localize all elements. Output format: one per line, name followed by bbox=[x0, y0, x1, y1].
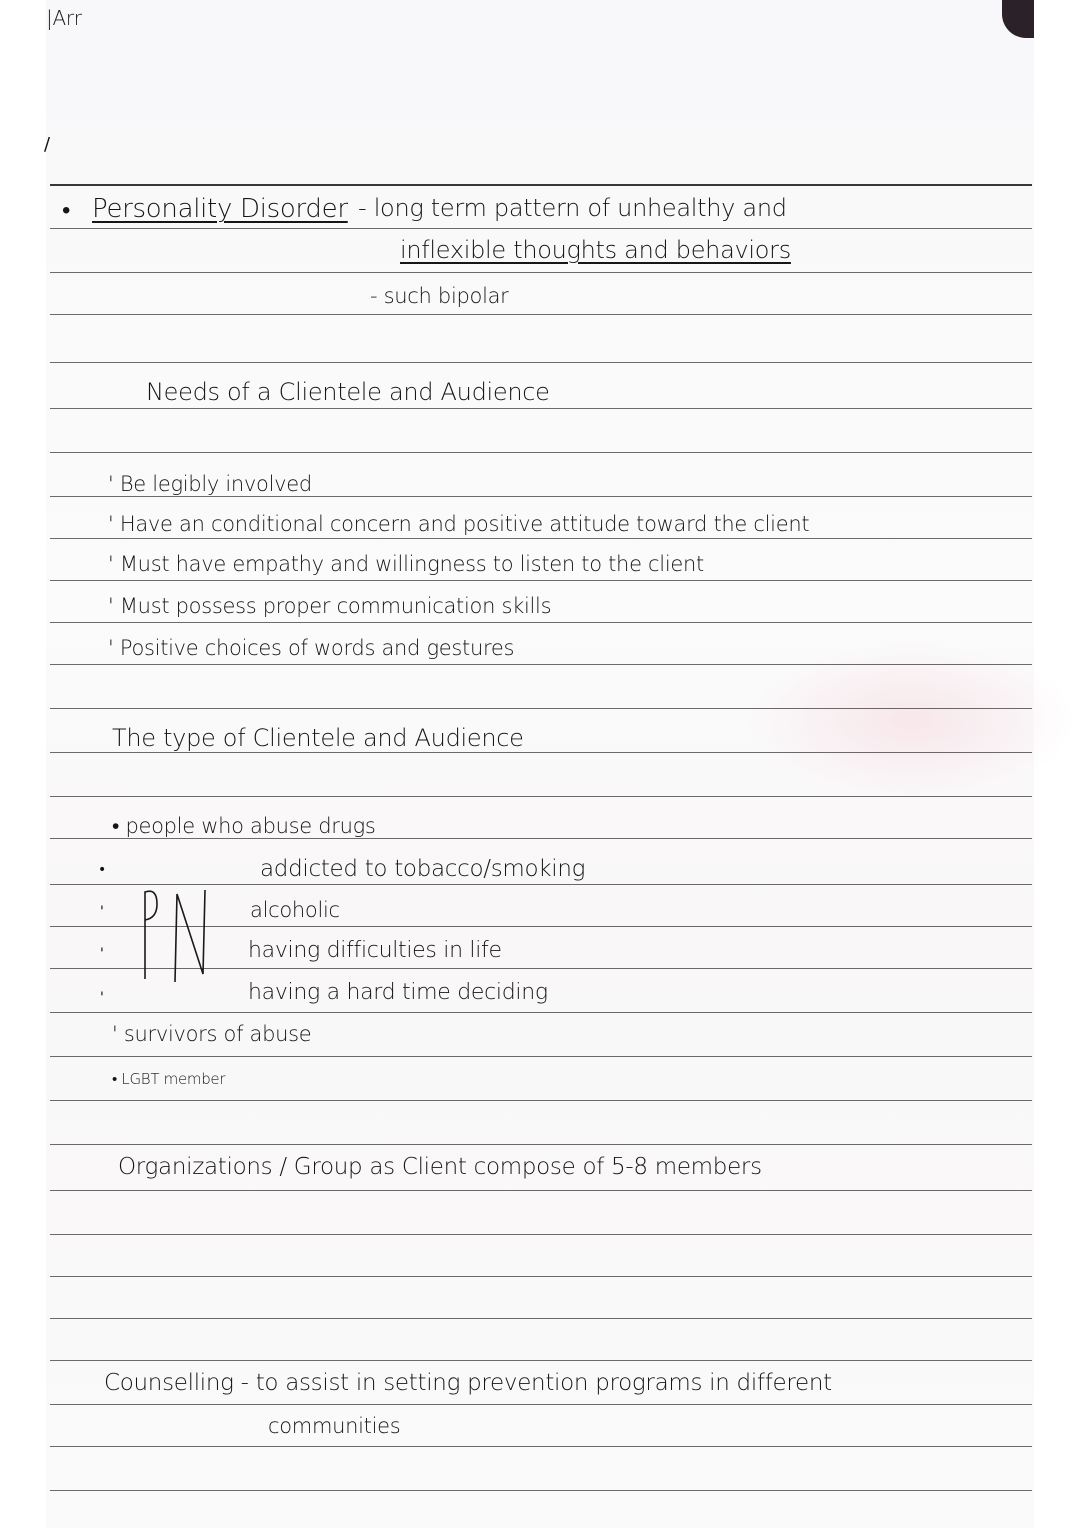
ruled-line bbox=[50, 1490, 1032, 1491]
ruled-line bbox=[50, 1276, 1032, 1277]
ruled-line bbox=[50, 1056, 1032, 1057]
margin-tick: / bbox=[44, 134, 51, 155]
ruled-line bbox=[50, 1190, 1032, 1191]
ruled-line bbox=[50, 314, 1032, 315]
needs-item-text: Must have empathy and willingness to listen to the client bbox=[119, 552, 704, 576]
types-item-text: people who abuse drugs bbox=[125, 814, 376, 838]
needs-heading: Needs of a Clientele and Audience bbox=[146, 378, 550, 406]
types-item-text: survivors of abuse bbox=[123, 1022, 312, 1046]
bullet-dot: • bbox=[98, 862, 107, 878]
counselling-line2: communities bbox=[268, 1414, 401, 1438]
types-subitem: having a hard time deciding bbox=[248, 980, 548, 1005]
ruled-line bbox=[50, 1012, 1032, 1013]
bullet-dot: ' bbox=[100, 990, 104, 1006]
ruled-line bbox=[50, 496, 1032, 497]
needs-item: ' Have an conditional concern and positive attitude toward the client bbox=[108, 512, 810, 536]
ruled-line bbox=[50, 708, 1032, 709]
types-item: • people who abuse drugs bbox=[112, 814, 376, 838]
ruled-line bbox=[50, 408, 1032, 409]
ruled-line bbox=[50, 184, 1032, 186]
personality-disorder-term: Personality Disorder bbox=[92, 194, 348, 224]
ruled-line bbox=[50, 1144, 1032, 1145]
needs-item-text: Have an conditional concern and positive attitude toward the client bbox=[119, 512, 810, 536]
ruled-line bbox=[50, 796, 1032, 797]
types-item: ' survivors of abuse bbox=[112, 1022, 312, 1046]
ruled-line bbox=[50, 664, 1032, 665]
personality-disorder-example: - such bipolar bbox=[370, 284, 509, 308]
needs-item: ' Positive choices of words and gestures bbox=[108, 636, 515, 660]
ruled-line bbox=[50, 228, 1032, 229]
ruled-line bbox=[50, 580, 1032, 581]
pw-bracket-icon bbox=[135, 884, 230, 984]
types-subitem: alcoholic bbox=[250, 898, 340, 922]
ruled-line bbox=[50, 1100, 1032, 1101]
ruled-line bbox=[50, 362, 1032, 363]
needs-item: ' Must possess proper communication skills bbox=[108, 594, 552, 618]
types-item: • LGBT member bbox=[112, 1070, 226, 1088]
ruled-line bbox=[50, 622, 1032, 623]
personality-disorder-definition-line2: inflexible thoughts and behaviors bbox=[400, 236, 791, 264]
needs-item-text: Must possess proper communication skills bbox=[119, 594, 552, 618]
ruled-line bbox=[50, 1234, 1032, 1235]
types-item-text: LGBT member bbox=[121, 1070, 226, 1088]
ruled-line bbox=[50, 272, 1032, 273]
organizations-text: Organizations / Group as Client compose of 5-8 members bbox=[118, 1154, 762, 1180]
ruled-line bbox=[50, 1446, 1032, 1447]
top-margin-mark: |Arr bbox=[46, 6, 82, 30]
needs-item: ' Be legibly involved bbox=[108, 472, 312, 496]
ruled-line bbox=[50, 1360, 1032, 1361]
counselling-line1: Counselling - to assist in setting prevention programs in different bbox=[104, 1370, 832, 1396]
types-heading: The type of Clientele and Audience bbox=[112, 724, 524, 752]
bullet-dot: ' bbox=[100, 946, 104, 962]
ruled-line bbox=[50, 752, 1032, 753]
needs-item: ' Must have empathy and willingness to listen to the client bbox=[108, 552, 704, 576]
needs-item-text: Be legibly involved bbox=[119, 472, 312, 496]
ruled-line bbox=[50, 452, 1032, 453]
bullet-dot: • bbox=[62, 196, 71, 224]
ruled-line bbox=[50, 538, 1032, 539]
notebook-page bbox=[46, 0, 1034, 1528]
bullet-dot: ' bbox=[100, 904, 104, 920]
ruled-line bbox=[50, 1318, 1032, 1319]
personality-disorder-definition-line1: - long term pattern of unhealthy and bbox=[358, 194, 787, 222]
ruled-line bbox=[50, 1404, 1032, 1405]
types-subitem: addicted to tobacco/smoking bbox=[260, 856, 586, 882]
needs-item-text: Positive choices of words and gestures bbox=[119, 636, 515, 660]
types-subitem: having difficulties in life bbox=[248, 938, 502, 963]
